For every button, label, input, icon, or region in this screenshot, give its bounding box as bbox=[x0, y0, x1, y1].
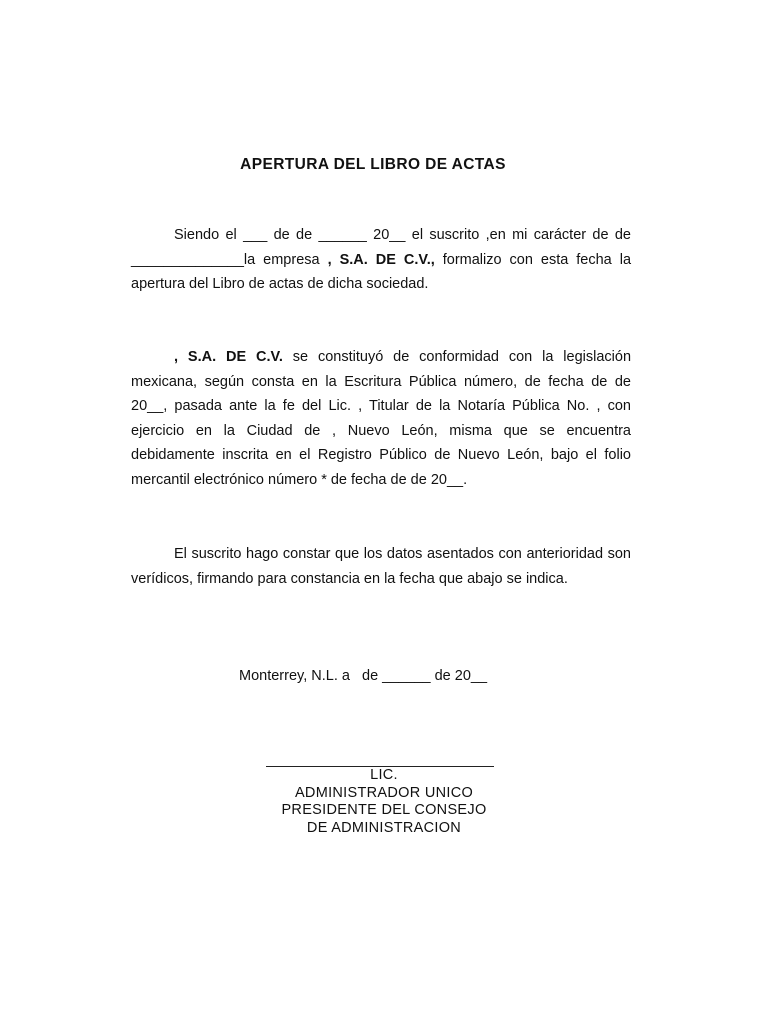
document-title: APERTURA DEL LIBRO DE ACTAS bbox=[240, 156, 506, 173]
paragraph-certification-text: El suscrito hago constar que los datos asentados con anterioridad son verídicos, firmando para constancia en la fecha que abajo se indica. bbox=[131, 546, 631, 587]
place-and-date: Monterrey, N.L. a de ______ de 20__ bbox=[239, 668, 488, 684]
paragraph-certification bbox=[131, 542, 631, 591]
paragraph-opening-text-b: formalizo con esta fecha la apertura del Libro de actas de dicha sociedad. bbox=[131, 251, 632, 292]
paragraph-opening bbox=[131, 223, 631, 297]
signature-title-lic: LIC. bbox=[370, 767, 398, 783]
signature-role-president: PRESIDENTE DEL CONSEJO bbox=[281, 802, 487, 818]
company-type-bold: , S.A. DE C.V., bbox=[327, 251, 435, 268]
company-type-bold-2: , S.A. DE C.V. bbox=[174, 349, 283, 365]
signature-role-administrator: ADMINISTRADOR UNICO bbox=[294, 784, 474, 801]
paragraph-constitution-text: se constituyó de conformidad con la legislación mexicana, según consta en la Escritura Pública número, de fecha de de 20__, pasada ante la fe del Lic. , Titular de la Notaría Pública No. , con ejercicio en la Ciudad de , Nuevo León, misma que se encuentra debidamente inscrita en el Registro Público de Nuevo León, bajo el folio mercantil electrónico número * de fecha de de 20__. bbox=[131, 349, 632, 488]
signature-block bbox=[200, 767, 568, 837]
paragraph-opening-text-a: Siendo el ___ de de ______ 20__ el suscrito ,en mi carácter de de ______________la empresa bbox=[131, 227, 631, 268]
paragraph-constitution bbox=[131, 345, 631, 492]
signature-role-board: DE ADMINISTRACION bbox=[306, 819, 462, 836]
